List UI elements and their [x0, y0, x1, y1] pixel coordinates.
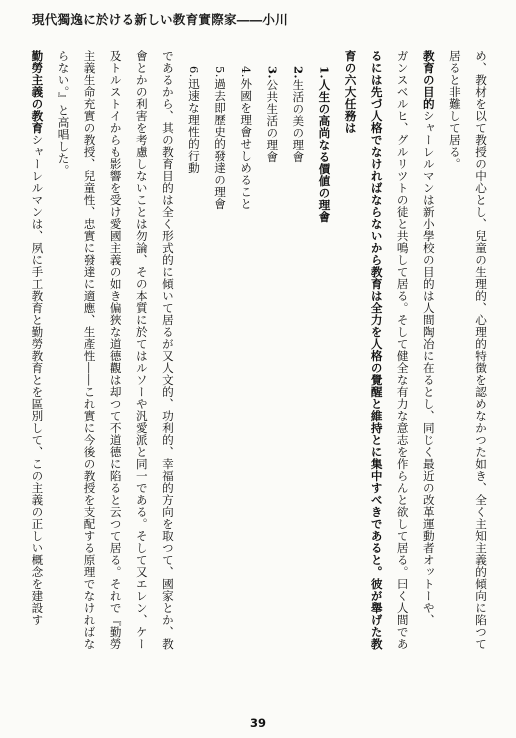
list-item-text: 公共生活の理會 [265, 79, 280, 164]
list-item [311, 50, 337, 705]
text-segment: シャーレルマンは、夙に手工教育と勤勞教育とを區別して、この主義の正しい概念を建設す [30, 134, 45, 626]
text-line: ガンスベルヒ、グルリツトの徒と共鳴して居る。そして健全な有力な意志を作らんと欲して居る。曰く人間であ [395, 50, 410, 650]
text-line: 居ると非難して居る。 [447, 50, 462, 170]
text-line: であるから、其の教育目的は全く形式的に傾いて居るが又人文的、功利的、幸福的方向を取つて、國家とか、教 [160, 50, 175, 650]
list-item-text: 人生の高尚なる價値の理會 [317, 79, 332, 224]
text-line: らない。』と高唱した。 [56, 50, 71, 177]
list-item-number: 2. [291, 66, 306, 80]
text-line: 主義生命充實の教授、兒童性、忠實に發達に適應、生產性――これ實に今後の教授を支配する原理でなければな [82, 50, 97, 650]
list-item [181, 50, 207, 705]
text-segment: シャーレルマンは新小學校の目的は人間陶冶に在るとし、同じく最近の改革運動者オットーや、 [421, 110, 436, 626]
body-text [24, 50, 494, 705]
list-item-text: 生活の美の理會 [291, 79, 306, 164]
list-item-number: 4. [239, 66, 254, 79]
text-line: 會とかの利害を考慮しないことは勿論、その本質に於てはルソーや汎愛派と同一である。そして又エレン、ケー [134, 50, 149, 650]
text-line [416, 50, 442, 705]
text-line [24, 50, 50, 705]
section-heading-labor: 勤勞主義の教育 [30, 50, 45, 134]
text-line: め、教材を以て教授の中心とし、兒童の生理的、心理的特徴を認めなかつた如き、全く主知主義的傾向に陷つて [474, 50, 488, 650]
list-item-text: 迅速な理性的行動 [186, 78, 201, 175]
text-line: るには先づ人格でなければならないから教育は全力を人格の覺醒と維持とに集中すべきであると。彼が舉げた教 [369, 50, 384, 650]
list-item-number: 5. [213, 66, 228, 79]
list-item-number: 3. [265, 66, 280, 80]
page-number: 39 [249, 716, 266, 730]
list-item [233, 50, 259, 705]
list-item [207, 50, 233, 705]
list-item-text: 過去即歷史的發達の理會 [213, 78, 228, 211]
section-heading-aim: 教育の目的 [421, 50, 436, 110]
running-header: 現代獨逸に於ける新しい教育實際家――小川 [32, 12, 289, 27]
list-item-number: 1. [317, 66, 332, 80]
list-item [285, 50, 311, 705]
list-item-text: 外國を理會せしめること [239, 78, 254, 211]
text-line: 育の六大任務は [343, 50, 358, 134]
list-item-number: 6. [186, 66, 201, 79]
list-item [259, 50, 285, 705]
text-line: 及トルストイからも影響を受け愛國主義の如き偏狹な道德觀は却つて不道德に陷ると云つて居る。それで『勤勞 [108, 50, 123, 650]
